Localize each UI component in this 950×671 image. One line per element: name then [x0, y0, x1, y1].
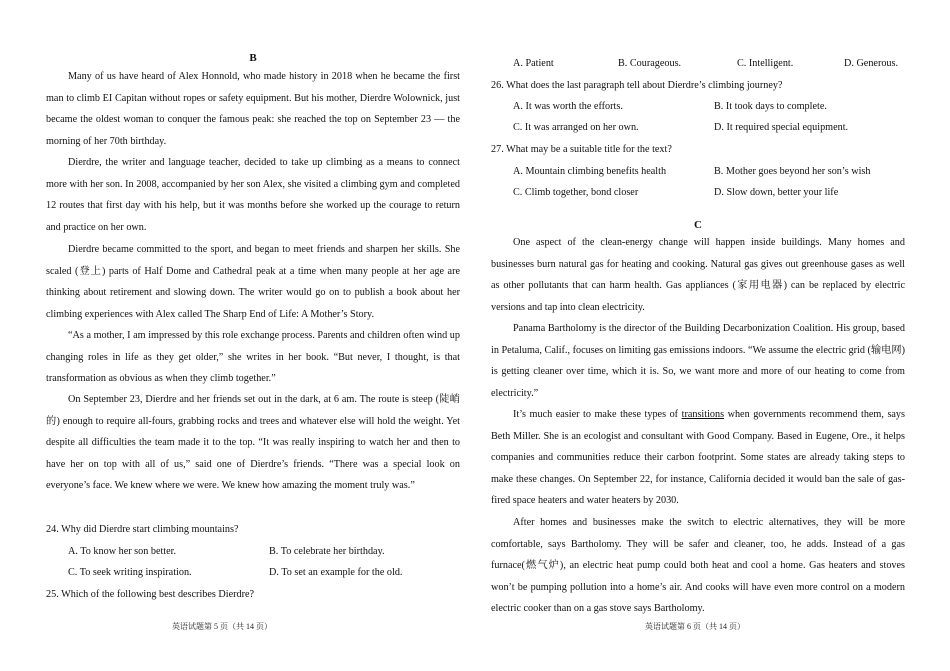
section-b-heading: B [249, 52, 257, 64]
question-27-stem: 27. What may be a suitable title for the text? [491, 144, 672, 155]
question-25-stem: 25. Which of the following best describes Dierdre? [46, 589, 255, 600]
question-26-stem: 26. What does the last paragraph tell about Dierdre’s climbing journey? [491, 80, 783, 91]
question-26-option-a[interactable]: A. It was worth the efforts. [513, 101, 623, 112]
page-footer-left: 英语试题第 5 页（共 14 页） [172, 622, 272, 631]
question-25-option-a[interactable]: A. Patient [513, 58, 554, 69]
passage-c-paragraph-3 [491, 404, 905, 512]
question-27-option-c[interactable]: C. Climb together, bond closer [513, 187, 639, 198]
paragraph-3-text-end: when governments recommend them, says Beth Miller. She is an ecologist and consultant with Good Company. Based in Eugene, Ore., it helps companies and communities reduce their carbon footprint. Some states are already taking steps to make these changes. On September 22, for instance, California decided it would ban the sale of gas-fired space heaters and water heaters by 2030. [491, 409, 905, 506]
passage-c-paragraph-1: One aspect of the clean-energy change will happen inside buildings. Many homes and businesses burn natural gas for heating and cooking. Natural gas gives out greenhouse gases as well as other pollutants that can harm health. Gas appliances (家用电器) can be replaced by electric versions and tap into clean electricity. [491, 237, 905, 313]
page-footer-right: 英语试题第 6 页（共 14 页） [645, 622, 745, 631]
question-25-option-d[interactable]: D. Generous. [844, 58, 899, 69]
question-24-option-c[interactable]: C. To seek writing inspiration. [68, 567, 192, 578]
passage-b-paragraph-3: Dierdre became committed to the sport, and began to meet friends and sharpen her skills. She scaled (登上) parts of Half Dome and Cathedral peak at a time when many people at her age are thinking about retirement and slowing down. The writer would go on to publish a book about her climbing experiences with Alex called The Sharp End of Life: A Mother’s Story. [46, 244, 460, 320]
passage-b-paragraph-4: “As a mother, I am impressed by this role exchange process. Parents and children often wind up changing roles in life as they get older,” she writes in her book. “But never, I thought, is that transformation as obvious as when they climb together.” [46, 330, 460, 384]
section-c-heading: C [694, 219, 702, 231]
passage-c-paragraph-2: Panama Bartholomy is the director of the Building Decarbonization Coalition. His group, based in Petaluma, Calif., focuses on limiting gas emissions indoors. “We assume the electric grid (输电网) is getting cleaner over time, which it is. So, we want more and more of our heating to come from electricity.” [491, 323, 905, 399]
underlined-word-transitions: transitions [681, 409, 725, 420]
question-25-option-c[interactable]: C. Intelligent. [737, 58, 794, 69]
passage-c-paragraph-4: After homes and businesses make the switch to electric alternatives, they will be more comfortable, says Bartholomy. They will be safer and cleaner, too, he adds. Instead of a gas furnace(燃气炉), an electric heat pump could both heat and cool a home. Gas heaters and stoves won’t be pumping pollution into a home’s air. And cooks will have even more control on a modern electric cooker than on a gas stove says Bartholomy. [491, 517, 905, 614]
question-24-option-a[interactable]: A. To know her son better. [68, 546, 177, 557]
passage-b-paragraph-5: On September 23, Dierdre and her friends set out in the dark, at 6 am. The route is steep (陡峭的) enough to require all-fours, grabbing rocks and trees and whatever else will hold the weight. Yet despite all difficulties the team made it to the top. “It was really inspiring to watch her and then to have her on top with all of us,” said one of Dierdre’s friends. “There was a special look on everyone’s face. We knew where we were. We knew how amazing the moment truly was.” [46, 394, 460, 491]
passage-b-paragraph-1: Many of us have heard of Alex Honnold, who made history in 2018 when he became the first man to climb EI Capitan without ropes or safety equipment. But his mother, Dierdre Wolownick, just became the oldest woman to conquer the famous peak: she reached the top on September 23 — the morning of her 70th birthday. [46, 71, 460, 147]
question-27-option-d[interactable]: D. Slow down, better your life [714, 187, 839, 198]
question-27-option-b[interactable]: B. Mother goes beyond her son’s wish [714, 166, 871, 177]
question-25-option-b[interactable]: B. Courageous. [618, 58, 682, 69]
passage-b-paragraph-2: Dierdre, the writer and language teacher, decided to take up climbing as a means to connect more with her son. In 2008, accompanied by her son Alex, she visited a climbing gym and completed 12 routes that first day with his help, but it was months before she worked up the courage to return and practice on her own. [46, 157, 460, 233]
question-24-option-b[interactable]: B. To celebrate her birthday. [269, 546, 385, 557]
paragraph-3-text-start: It’s much easier to make these types of [513, 409, 682, 420]
question-24-stem: 24. Why did Dierdre start climbing mountains? [46, 524, 239, 535]
question-26-option-d[interactable]: D. It required special equipment. [714, 122, 849, 133]
question-26-option-c[interactable]: C. It was arranged on her own. [513, 122, 639, 133]
question-24-option-d[interactable]: D. To set an example for the old. [269, 567, 403, 578]
question-27-option-a[interactable]: A. Mountain climbing benefits health [513, 166, 667, 177]
question-26-option-b[interactable]: B. It took days to complete. [714, 101, 827, 112]
